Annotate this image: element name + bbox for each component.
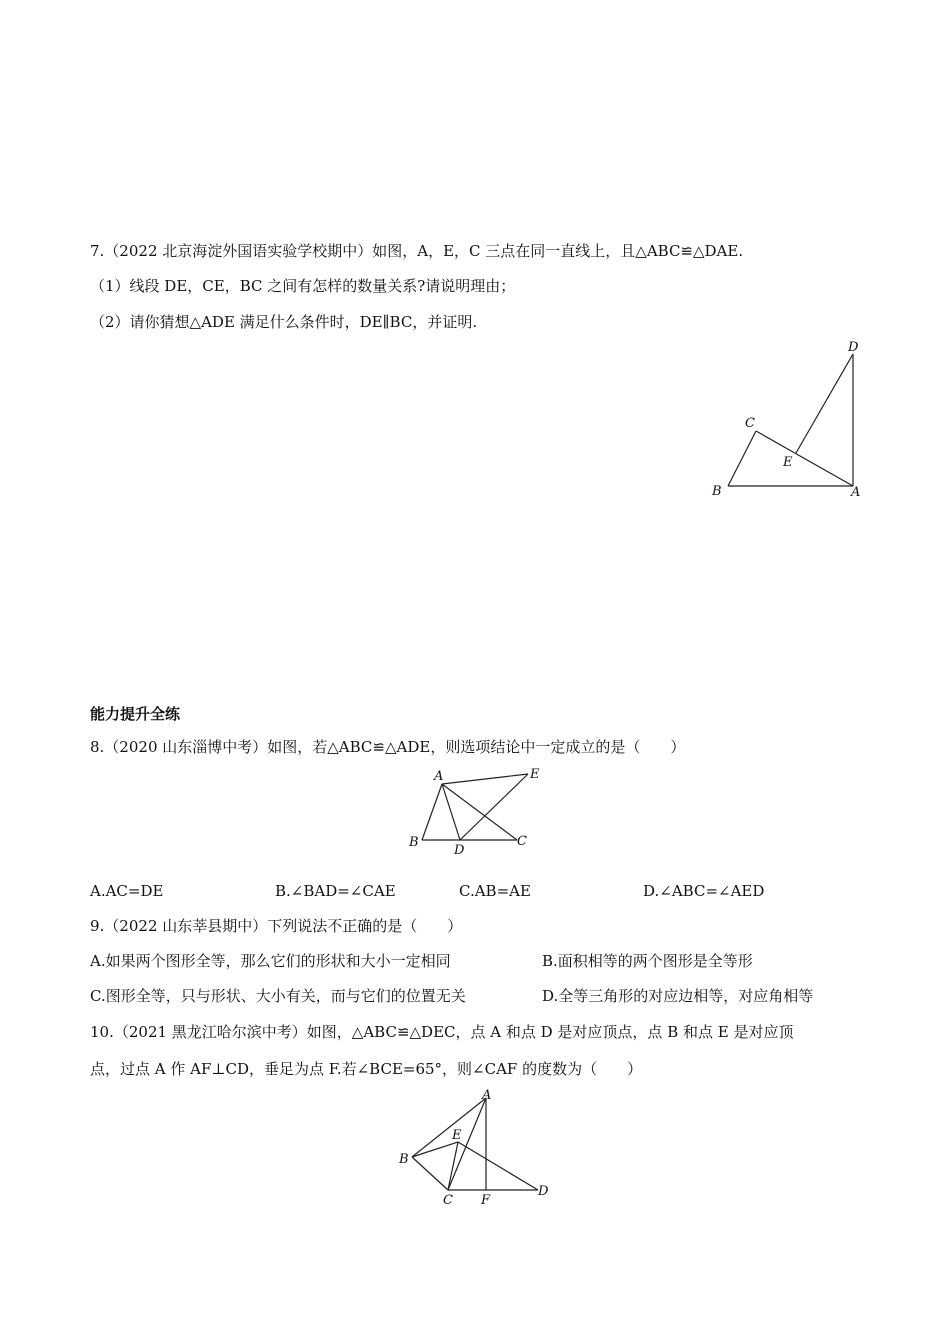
section-title: 能力提升全练: [90, 705, 181, 723]
q7-part2: （2）请你猜想△ADE 满足什么条件时，DE∥BC，并证明.: [90, 313, 478, 331]
q8-seg-AD: [442, 784, 460, 840]
q7-figure: [700, 335, 880, 510]
q8-option-b: B.∠BAD=∠CAE: [275, 882, 396, 900]
q10-stem-line1: 10.（2021 黑龙江哈尔滨中考）如图，△ABC≌△DEC，点 A 和点 D 是对应顶点，点 B 和点 E 是对应顶: [90, 1023, 794, 1041]
q9-option-d: D.全等三角形的对应边相等，对应角相等: [542, 987, 814, 1005]
q10-label-C: C: [443, 1193, 453, 1208]
q8-stem: 8.（2020 山东淄博中考）如图，若△ABC≌△ADE，则选项结论中一定成立的是（ ）: [90, 738, 686, 756]
q8-option-d: D.∠ABC=∠AED: [643, 882, 765, 900]
q10-stem-line2: 点，过点 A 作 AF⊥CD，垂足为点 F.若∠BCE=65°，则∠CAF 的度数为（ ）: [90, 1060, 643, 1078]
q10-seg-AB: [412, 1098, 486, 1157]
q10-seg-ED: [458, 1142, 538, 1190]
q8-figure: [400, 762, 550, 857]
q10-label-B: B: [399, 1152, 409, 1167]
q8-label-B: B: [409, 835, 419, 850]
q9-option-a: A.如果两个图形全等，那么它们的形状和大小一定相同: [90, 952, 451, 970]
q10-label-A: A: [482, 1088, 492, 1103]
q7-part1: （1）线段 DE，CE，BC 之间有怎样的数量关系?请说明理由；: [90, 277, 516, 295]
q8-option-c: C.AB=AE: [459, 882, 531, 900]
q10-seg-BC: [412, 1157, 448, 1190]
q8-seg-AE: [442, 774, 528, 784]
q8-option-a: A.AC=DE: [90, 882, 164, 900]
q10-seg-EC: [448, 1142, 458, 1190]
q7-label-C: C: [745, 416, 755, 431]
q8-seg-AB: [422, 784, 442, 840]
q9-stem: 9.（2022 山东莘县期中）下列说法不正确的是（ ）: [90, 917, 463, 935]
q8-label-C: C: [517, 834, 527, 849]
q9-option-b: B.面积相等的两个图形是全等形: [542, 952, 753, 970]
q7-seg-BC: [728, 431, 756, 486]
q8-seg-DE: [460, 774, 528, 840]
q8-label-E: E: [530, 767, 540, 782]
q8-label-A: A: [434, 769, 444, 784]
q7-label-D: D: [848, 340, 859, 355]
q10-figure: [390, 1085, 560, 1210]
q8-seg-AC: [442, 784, 517, 840]
q10-label-F: F: [481, 1193, 491, 1208]
q7-stem: 7.（2022 北京海淀外国语实验学校期中）如图，A，E，C 三点在同一直线上，且△ABC≌△DAE.: [90, 242, 744, 260]
q7-seg-DE: [796, 354, 853, 453]
q10-label-E: E: [452, 1128, 462, 1143]
q10-seg-EB: [412, 1142, 458, 1157]
q10-label-D: D: [538, 1184, 549, 1199]
q9-option-c: C.图形全等，只与形状、大小有关，而与它们的位置无关: [90, 987, 466, 1005]
q7-label-E: E: [783, 455, 793, 470]
q7-label-B: B: [712, 484, 722, 499]
q7-label-A: A: [851, 485, 861, 500]
q8-label-D: D: [454, 843, 465, 858]
